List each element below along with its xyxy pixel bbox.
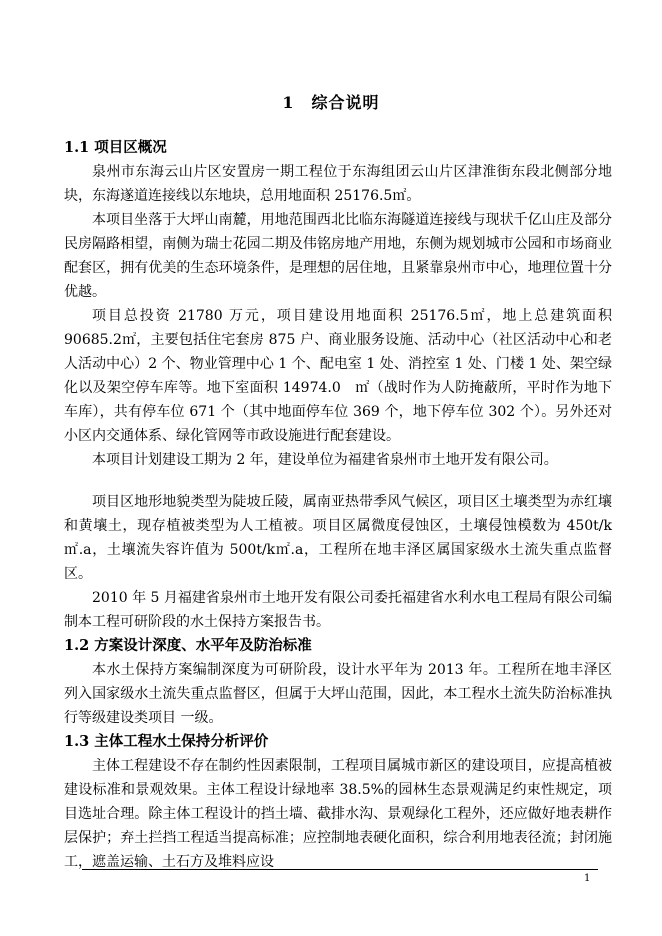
- paragraph-investment: 项目总投资 21780 万元，项目建设用地面积 25176.5㎡，地上总建筑面积 90685.2㎡，主要包括住宅套房 875 户、商业服务设施、活动中心（社区活动中心和老人活动中心）2 个、物业管理中心 1 个、配电室 1 处、消控室 1 处、门楼 1 处、架空绿化以及架空停车库等。地下室面积 14974.0 ㎡（战时作为人防掩蔽所，平时作为地下车库），共有停车位 671 个（其中地面停车位 369 个，地下停车位 302 个）。另外还对小区内交通体系、绿化管网等市政设施进行配套建设。: [64, 308, 612, 444]
- section-heading-1-2: 1.2 方案设计深度、水平年及防治标准: [64, 637, 312, 654]
- paragraph-design-depth: 本水土保持方案编制深度为可研阶段，设计水平年为 2013 年。工程所在地丰泽区列入国家级水土流失重点监督区，但属于大坪山范围，因此，本工程水土流失防治标准执行等级建设类项目 一级。: [64, 662, 612, 726]
- document-body: [64, 136, 612, 874]
- paragraph-commission: 2010 年 5 月福建省泉州市土地开发有限公司委托福建省水利水电工程局有限公司编制本工程可研阶段的水土保持方案报告书。: [64, 590, 612, 630]
- paragraph-schedule: 本项目计划建设工期为 2 年，建设单位为福建省泉州市土地开发有限公司。: [92, 452, 558, 468]
- chapter-title: 1 综合说明: [282, 93, 380, 112]
- section-heading-1-3: 1.3 主体工程水土保持分析评价: [64, 733, 269, 750]
- page-number: 1: [584, 873, 591, 884]
- paragraph-terrain: 项目区地形地貌类型为陡坡丘陵，属南亚热带季风气候区，项目区土壤类型为赤红壤和黄壤土，现存植被类型为人工植被。项目区属微度侵蚀区，土壤侵蚀模数为 450t/k㎡.a，土壤流失容许值为 500t/k㎡.a，工程所在地丰泽区属国家级水土流失重点监督区。: [64, 494, 612, 582]
- paragraph-surroundings: 本项目坐落于大坪山南麓，用地范围西北比临东海隧道连接线与现状千亿山庄及部分民房隔路相望，南侧为瑞士花园二期及伟铭房地产用地，东侧为规划城市公园和市场商业配套区，拥有优美的生态环境条件，是理想的居住地，且紧靠泉州市中心，地理位置十分优越。: [64, 212, 612, 300]
- paragraph-location: 泉州市东海云山片区安置房一期工程位于东海组团云山片区津淮街东段北侧部分地块，东海遂道连接线以东地块，总用地面积 25176.5㎡。: [64, 164, 612, 204]
- section-heading-1-1: 1.1 项目区概况: [64, 139, 167, 156]
- paragraph-evaluation: 主体工程建设不存在制约性因素限制，工程项目属城市新区的建设项目，应提高植被建设标准和景观效果。主体工程设计绿地率 38.5%的园林生态景观满足约束性规定，项目选址合理。除主体工程设计的挡土墙、截排水沟、景观绿化工程外，还应做好地表耕作层保护；弃土拦挡工程适当提高标准；应控制地表硬化面积，综合利用地表径流；封闭施工，遮盖运输、土石方及堆料应设: [64, 758, 612, 870]
- footer-divider: [82, 869, 598, 870]
